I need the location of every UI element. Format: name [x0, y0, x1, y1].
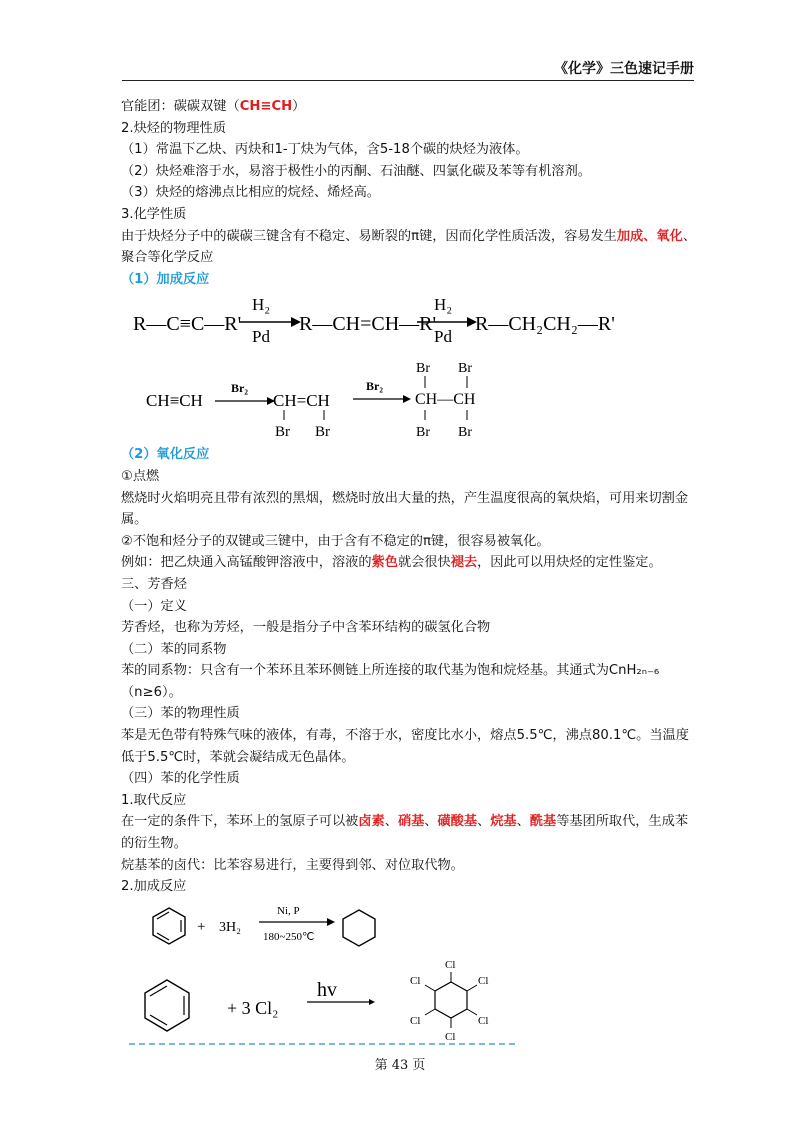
- svg-text:R—CH₂CH₂—R': R—CH₂CH₂—R': [475, 313, 615, 336]
- paragraph: 苯是无色带有特殊气味的液体，有毒，不溶于水，密度比水小，熔点5.5℃，沸点80.1℃。当温度低于5.5℃时，苯就会凝结成无色晶体。: [121, 728, 689, 765]
- page-content: [121, 96, 696, 1048]
- svg-text:Br: Br: [416, 425, 430, 441]
- svg-text:Ni, P: Ni, P: [277, 904, 300, 917]
- svg-text:Cl: Cl: [478, 1014, 489, 1027]
- svg-text:Br: Br: [315, 424, 330, 441]
- paragraph: 燃烧时火焰明亮且带有浓烈的黑烟，燃烧时放出大量的热，产生温度很高的氧炔焰，可用来切割金属。: [121, 490, 689, 528]
- paragraph: 由于炔烃分子中的碳碳三键含有不稳定、易断裂的π键，因而化学性质活泼，容易发生加成、氧化、聚合等化学反应: [121, 228, 696, 266]
- svg-text:R—CH=CH—R': R—CH=CH—R': [299, 313, 437, 336]
- paragraph: （2）炔烃难溶于水，易溶于极性小的丙酮、石油醚、四氯化碳及苯等有机溶剂。: [121, 163, 591, 179]
- benzene-addition-figure: [129, 898, 696, 1048]
- paragraph: 在一定的条件下，苯环上的氢原子可以被卤素、硝基、磺酸基、烷基、酰基等基团所取代，生成苯的衍生物。: [121, 814, 689, 852]
- paragraph: 芳香烃，也称为芳烃，一般是指分子中含苯环结构的碳氢化合物: [121, 620, 491, 636]
- paragraph: （3）炔烃的熔沸点比相应的烷烃、烯烃高。: [121, 185, 380, 201]
- subsection-heading: （1）加成反应: [121, 271, 210, 287]
- paragraph: 例如：把乙炔通入高锰酸钾溶液中，溶液的紫色就会很快褪去，因此可以用炔烃的定性鉴定。: [121, 555, 662, 571]
- section-heading: （二）苯的同系物: [121, 641, 227, 657]
- section-heading: 2.炔烃的物理性质: [121, 120, 226, 136]
- svg-text:Br: Br: [458, 361, 472, 377]
- section-heading: （三）苯的物理性质: [121, 706, 240, 722]
- svg-text:Cl: Cl: [478, 974, 489, 987]
- svg-text:R—C≡C—R': R—C≡C—R': [133, 313, 242, 336]
- section-heading: 2.加成反应: [121, 879, 187, 895]
- paragraph: （1）常温下乙炔、丙炔和1-丁炔为气体，含5-18个碳的炔烃为液体。: [121, 142, 529, 158]
- svg-text:Cl: Cl: [410, 1014, 421, 1027]
- svg-text:3H₂: 3H₂: [219, 919, 241, 935]
- svg-text:hv: hv: [317, 978, 337, 1001]
- subsection-heading: （2）氧化反应: [121, 447, 210, 463]
- svg-text:CH=CH: CH=CH: [273, 391, 330, 411]
- benzene-ring-icon: [145, 980, 189, 1031]
- svg-text:Br: Br: [416, 361, 430, 377]
- svg-text:Br: Br: [275, 424, 290, 441]
- hydrogenation-figure: [121, 290, 696, 358]
- svg-text:180~250℃: 180~250℃: [263, 930, 315, 943]
- hydrogenation-scheme: [121, 290, 696, 358]
- hexachlorocyclohexane-ring-icon: [435, 982, 467, 1018]
- svg-text:Br₂: Br₂: [231, 381, 248, 396]
- svg-text:Br: Br: [458, 425, 472, 441]
- section-heading: 三、芳香烃: [121, 576, 187, 592]
- section-heading: 1.取代反应: [121, 792, 187, 808]
- paragraph: ②不饱和烃分子的双键或三键中，由于含有不稳定的π键，很容易被氧化。: [121, 533, 550, 549]
- svg-text:Br₂: Br₂: [366, 379, 383, 394]
- svg-text:+ 3 Cl₂: + 3 Cl₂: [227, 997, 279, 1018]
- functional-group-line: 官能团：碳碳双键（CH≡CH）: [121, 99, 306, 114]
- svg-text:+: +: [197, 918, 206, 935]
- svg-text:CH—CH: CH—CH: [415, 391, 476, 409]
- section-heading: （一）定义: [121, 598, 187, 614]
- svg-text:Cl: Cl: [410, 974, 421, 987]
- svg-text:CH≡CH: CH≡CH: [146, 391, 203, 411]
- svg-text:Pd: Pd: [434, 327, 452, 347]
- paragraph: 烷基苯的卤代：比苯容易进行，主要得到邻、对位取代物。: [121, 857, 464, 873]
- benzene-addition-scheme: [129, 898, 529, 1048]
- page-header: [122, 58, 694, 81]
- page-number: 第 43 页: [374, 1058, 426, 1073]
- benzene-ring-icon: [153, 908, 185, 944]
- svg-text:H₂: H₂: [434, 295, 453, 315]
- paragraph: ①点燃: [121, 468, 160, 484]
- page-footer: [0, 1054, 800, 1073]
- svg-text:H₂: H₂: [252, 295, 271, 315]
- section-heading: （四）苯的化学性质: [121, 771, 240, 787]
- header-title: 《化学》三色速记手册: [554, 61, 694, 77]
- bromination-scheme: [121, 358, 696, 444]
- bromination-figure: [121, 358, 696, 444]
- cyclohexane-ring-icon: [343, 910, 375, 946]
- svg-text:Pd: Pd: [252, 327, 270, 347]
- section-heading: 3.化学性质: [121, 206, 187, 222]
- svg-text:Cl: Cl: [445, 958, 456, 971]
- svg-text:Cl: Cl: [445, 1030, 456, 1043]
- paragraph: 苯的同系物：只含有一个苯环且苯环侧链上所连接的取代基为饱和烷烃基。其通式为CnH₂ₙ₋₆（n≥6）。: [121, 663, 660, 700]
